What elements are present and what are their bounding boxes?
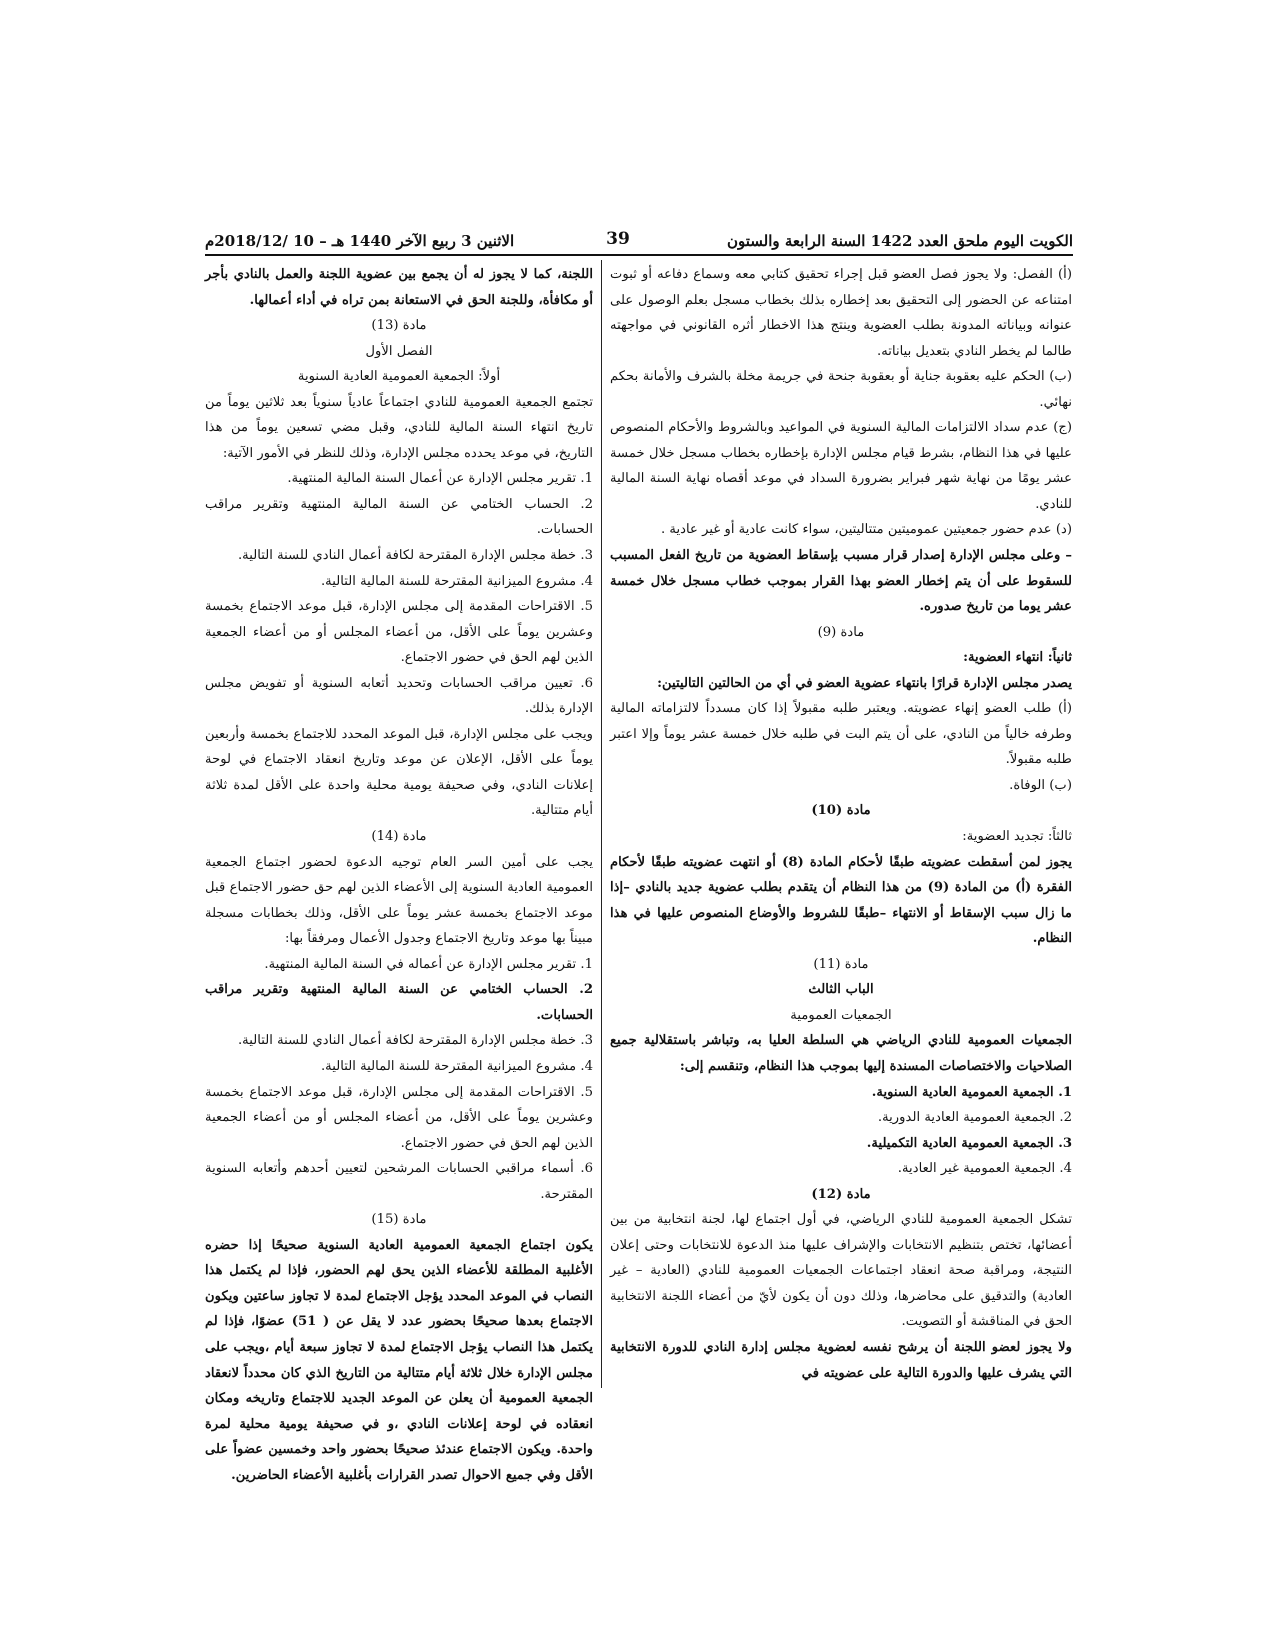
- list-item-proposals-2: 5. الاقتراحات المقدمة إلى مجلس الإدارة، قبل موعد الاجتماع بخمسة وعشرين يوماً على الأقل، من أعضاء المجلس أو من أعضاء الجمعية الذين لهم الحق في حضور الاجتماع.: [205, 1084, 593, 1151]
- page-number: 39: [606, 229, 630, 249]
- chapter-heading-three: الباب الثالث: [808, 982, 874, 998]
- list-item-budget-draft: 4. مشروع الميزانية المقترحة للسنة المالية التالية.: [320, 573, 593, 589]
- list-item-proposals: 5. الاقتراحات المقدمة إلى مجلس الإدارة، قبل موعد الاجتماع بخمسة وعشرين يوماً على الأقل، من أعضاء المجلس أو من أعضاء الجمعية الذين لهم الحق في حضور الاجتماع.: [205, 599, 593, 666]
- list-item-auditor-candidates: 6. أسماء مراقبي الحسابات المرشحين لتعيين أحدهم وأتعابه السنوية المقترحة.: [205, 1161, 593, 1202]
- paragraph-death: (ب) الوفاة.: [1009, 777, 1072, 793]
- list-item-extraordinary-assembly: 4. الجمعية العمومية غير العادية.: [897, 1161, 1072, 1177]
- issue-date: الاثنين 3 ربيع الآخر 1440 هـ – 10 /2018/12م: [205, 232, 515, 250]
- left-column: [205, 262, 593, 1488]
- paragraph-quorum: يكون اجتماع الجمعية العمومية العادية السنوية صحيحًا إذا حضره الأغلبية المطلقة للأعضاء الذين يحق لهم الحضور، فإذا لم يكتمل هذا النصاب في الموعد المحدد يؤجل الاجتماع لمدة لا تجاوز ساعتين ويكون الاجتماع بعدها صحيحًا بحضور عدد لا يقل عن ( 51) عضوًا، فإذا لم يكتمل هذا النصاب يؤجل الاجتماع لمدة لا تجاوز سبعة أيام ،ويجب على مجلس الإدارة خلال ثلاثة أيام متتالية من التاريخ الذي كان محدداً لانعقاد الجمعية العمومية أن يعلن عن الموعد الجديد للاجتماع وتاريخه ومكان انعقاده في لوحة إعلانات النادي ،و في صحيفة يومية محلية لمرة واحدة. ويكون الاجتماع عندئذ صحيحًا بحضور واحد وخمسين عضواً على الأقل وفي جميع الاحوال تصدر القرارات بأغلبية الأعضاء الحاضرين.: [205, 1237, 593, 1483]
- list-item-board-plan: 3. خطة مجلس الإدارة المقترحة لكافة أعمال النادي للسنة التالية.: [237, 548, 593, 564]
- paragraph-resignation: (أ) طلب العضو إنهاء عضويته. ويعتبر طلبه مقبولاً إذا كان مسدداً لالتزاماته المالية وطرفه خالياً من النادي، على أن يتم البت في طلبه خلال خمسة عشر يوماً وإلا اعتبر طلبه مقبولاً.: [610, 701, 1072, 768]
- section-heading-annual-assembly: أولاً: الجمعية العمومية العادية السنوية: [297, 369, 501, 385]
- chapter-title-assemblies: الجمعيات العمومية: [790, 1007, 892, 1023]
- list-item-periodic-assembly: 2. الجمعية العمومية العادية الدورية.: [877, 1110, 1072, 1126]
- paragraph-renewal: يجوز لمن أسقطت عضويته طبقًا لأحكام المادة (8) أو انتهت عضويته طبقًا لأحكام الفقرة (أ) من المادة (9) من هذا النظام أن يتقدم بطلب عضوية جديد بالنادي –إذا ما زال سبب الإسقاط أو الانتهاء –طبقًا للشروط والأوضاع المنصوص عليها في هذا النظام.: [610, 854, 1072, 947]
- article-heading-12: مادة (12): [811, 1186, 871, 1202]
- article-heading-10: مادة (10): [811, 803, 871, 819]
- paragraph-committee-continued: اللجنة، كما لا يجوز له أن يجمع بين عضوية اللجنة والعمل بالنادي بأجر أو مكافأة، وللجنة الحق في الاستعانة بمن تراه في أداء أعمالها.: [205, 267, 593, 308]
- paragraph-annual-meeting: تجتمع الجمعية العمومية للنادي اجتماعاً عادياً سنوياً بعد ثلاثين يوماً من تاريخ انتهاء السنة المالية للنادي، وقبل مضي تسعين يوماً من هذا التاريخ، في موعد يحدده مجلس الإدارة، وذلك للنظر في الأمور الآتية:: [205, 394, 593, 461]
- paragraph-dismissal: (أ) الفصل: ولا يجوز فصل العضو قبل إجراء تحقيق كتابي معه وسماع دفاعه أو ثبوت امتناعه عن الحضور إلى التحقيق بعد إخطاره بذلك بخطاب مسجل بعلم الوصول على عنوانه وبياناته المدونة بطلب العضوية وينتج هذا الاخطار أثره القانوني في مواجهته طالما لم يخطر النادي بتعديل بياناته.: [610, 267, 1072, 359]
- list-item-board-plan-2: 3. خطة مجلس الإدارة المقترحة لكافة أعمال النادي للسنة التالية.: [237, 1033, 593, 1049]
- article-heading-11: مادة (11): [813, 956, 869, 972]
- column-divider: [601, 260, 602, 1388]
- paragraph-election-committee: تشكل الجمعية العمومية للنادي الرياضي، في أول اجتماع لها، لجنة انتخابية من بين أعضائها، تختص بتنظيم الانتخابات والإشراف عليها منذ الدعوة للانتخابات وحتى إعلان النتيجة، ومراقبة صحة انعقاد اجتماعات الجمعيات العمومية للنادي (العادية – غير العادية) والتدقيق على محاضرها، وذلك دون أن يكون لأيّ من أعضاء اللجنة الانتخابية الحق في المناقشة أو التصويت.: [610, 1212, 1072, 1330]
- list-item-board-report-2: 1. تقرير مجلس الإدارة عن أعماله في السنة المالية المنتهية.: [264, 956, 593, 972]
- gazette-issue-info: الكويت اليوم ملحق العدد 1422 السنة الرابعة والستون: [727, 232, 1073, 250]
- list-item-complementary-assembly: 3. الجمعية العمومية العادية التكميلية.: [866, 1135, 1072, 1151]
- list-item-board-report: 1. تقرير مجلس الإدارة عن أعمال السنة المالية المنتهية.: [287, 471, 593, 487]
- section-heading-first: الفصل الأول: [365, 343, 433, 359]
- right-column: [610, 262, 1072, 1386]
- paragraph-committee-restriction: ولا يجوز لعضو اللجنة أن يرشح نفسه لعضوية مجلس إدارة النادي للدورة الانتخابية التي يشرف عليها والدورة التالية على عضويته في: [610, 1339, 1072, 1381]
- section-heading-membership-end: ثانياً: انتهاء العضوية:: [963, 650, 1072, 666]
- paragraph-assemblies-authority: الجمعيات العمومية للنادي الرياضي هي السلطة العليا به، وتباشر باستقلالية جميع الصلاحيات والاختصاصات المسندة إليها بموجب هذا النظام، وتنقسم إلى:: [610, 1033, 1072, 1074]
- page-header: [205, 228, 1073, 256]
- paragraph-absence: (د) عدم حضور جمعيتين عموميتين متتاليتين، سواء كانت عادية أو غير عادية .: [661, 522, 1072, 538]
- list-item-final-account-2: 2. الحساب الختامي عن السنة المالية المنتهية وتقرير مراقب الحسابات.: [205, 982, 593, 1023]
- list-item-annual-assembly: 1. الجمعية العمومية العادية السنوية.: [871, 1084, 1072, 1100]
- paragraph-membership-end: يصدر مجلس الإدارة قرارًا بانتهاء عضوية العضو في أي من الحالتين التاليتين:: [657, 675, 1072, 691]
- paragraph-non-payment: (ج) عدم سداد الالتزامات المالية السنوية في المواعيد وبالشروط والأحكام المنصوص عليها في هذا النظام، بشرط قيام مجلس الإدارة بإخطاره بخطاب مسجل خلال خمسة عشر يومًا من نهاية شهر فبراير بضرورة السداد في موعد أقصاه نهاية السنة المالية للنادي.: [610, 420, 1072, 512]
- header-rule: [205, 254, 1073, 256]
- list-item-final-account: 2. الحساب الختامي عن السنة المالية المنتهية وتقرير مراقب الحسابات.: [205, 496, 593, 538]
- paragraph-meeting-announcement: ويجب على مجلس الإدارة، قبل الموعد المحدد للاجتماع بخمسة وأربعين يوماً على الأقل، الإعلان عن موعد وتاريخ انعقاد الاجتماع في لوحة إعلانات النادي، وفي صحيفة يومية محلية واحدة على الأقل لمدة ثلاثة أيام متتالية.: [205, 726, 593, 819]
- list-item-auditor-appointment: 6. تعيين مراقب الحسابات وتحديد أتعابه السنوية أو تفويض مجلس الإدارة بذلك.: [205, 675, 593, 717]
- paragraph-criminal-ruling: (ب) الحكم عليه بعقوبة جناية أو بعقوبة جنحة في جريمة مخلة بالشرف والأمانة بحكم نهائي.: [610, 369, 1072, 410]
- section-heading-renewal: ثالثاً: تجديد العضوية:: [962, 829, 1072, 845]
- article-heading-13: مادة (13): [371, 318, 427, 334]
- paragraph-revocation-decision: – وعلى مجلس الإدارة إصدار قرار مسبب بإسقاط العضوية من تاريخ الفعل المسبب للسقوط على أن يتم إخطار العضو بهذا القرار بموجب خطاب مسجل خلال خمسة عشر يوما من تاريخ صدوره.: [610, 548, 1072, 615]
- paragraph-meeting-invitation: يجب على أمين السر العام توجيه الدعوة لحضور اجتماع الجمعية العمومية العادية السنوية إلى الأعضاء الذين لهم حق حضور الاجتماع قبل موعد الاجتماع بخمسة عشر يوماً على الأقل، وذلك بخطابات مسجلة مبيناً بها موعد وتاريخ الاجتماع وجدول الأعمال ومرفقاً بها:: [205, 854, 593, 947]
- article-heading-14: مادة (14): [371, 829, 427, 845]
- article-heading-9: مادة (9): [817, 624, 865, 640]
- list-item-budget-draft-2: 4. مشروع الميزانية المقترحة للسنة المالية التالية.: [320, 1058, 593, 1074]
- article-heading-15: مادة (15): [371, 1212, 427, 1228]
